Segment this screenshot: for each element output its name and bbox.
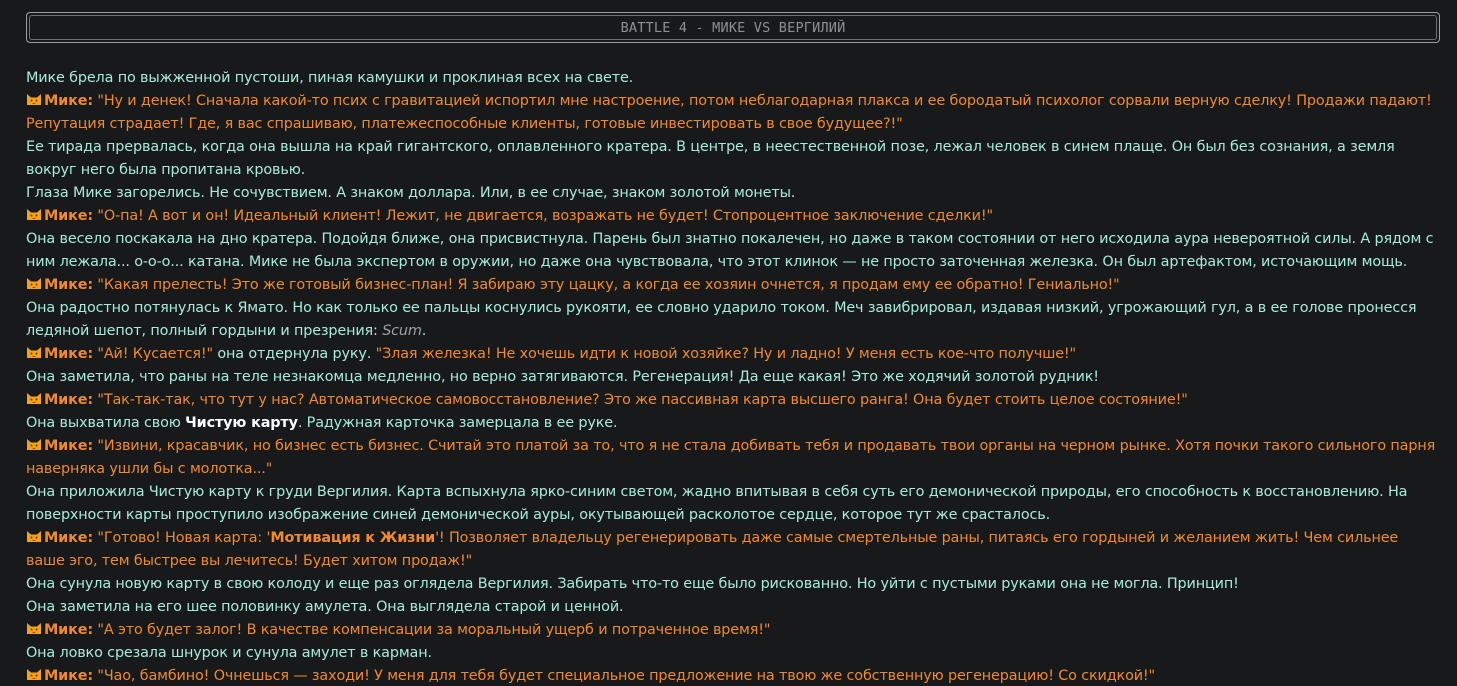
- speech-line: [26, 435, 1440, 481]
- narration-line: Она заметила, что раны на теле незнакомца медленно, но верно затягиваются. Регенерация! Да еще какая! Это же ходячий золотой рудник!: [26, 369, 1099, 385]
- speaker-label: Мике:: [44, 530, 93, 546]
- card-name: Чистую карту: [185, 415, 298, 431]
- speech-text: "Чао, бамбино! Очнешься — заходи! У меня для тебя будет специальное предложение на твою же собственную регенерацию! Со скидкой!": [97, 668, 1156, 684]
- speaker-label: Мике:: [44, 93, 93, 109]
- narration-text: .: [421, 323, 427, 339]
- speech-line: [26, 389, 1440, 412]
- speaker-label: Мике:: [44, 668, 93, 684]
- speech-text: '! Позволяет владельцу регенерировать даже самые смертельные раны, питаясь его гордыней и желанием жить! Чем сильнее ваше эго, тем быстрее вы лечитесь! Будет хитом продаж!": [26, 530, 1399, 569]
- narration-text: Она выхватила свою: [26, 415, 186, 431]
- narration-line: [26, 297, 1440, 343]
- speech-text: "Какая прелесть! Это же готовый бизнес-план! Я забираю эту цацку, а когда ее хозяин очнется, я продам ему ее обратно! Гениально!": [97, 277, 1120, 293]
- speaker-label: Мике:: [44, 208, 93, 224]
- speech-line: [26, 274, 1440, 297]
- narration-text: она отдернула руку.: [212, 346, 376, 362]
- speaker-label: Мике:: [44, 438, 93, 454]
- narration-line: Она весело поскакала на дно кратера. Подойдя ближе, она присвистнула. Парень был знатно покалечен, но даже в таком состоянии от него исходила аура невероятной силы. А рядом с ним лежала... о-о-о... катана. Мике не была экспертом в оружии, но даже она чувствовала, что этот клинок — не просто заточенная железка. Он был артефактом, источающим мощь.: [26, 231, 1434, 270]
- cat-face-icon: [26, 91, 42, 104]
- cat-face-icon: [26, 206, 42, 219]
- speaker-label: Мике:: [44, 622, 93, 638]
- speech-line: [26, 90, 1440, 136]
- speech-line: [26, 205, 1440, 228]
- speech-text: "Извини, красавчик, но бизнес есть бизнес. Считай это платой за то, что я не стала добивать тебя и продавать твои органы на черном рынке. Хотя почки такого сильного парня наверняка ушли бы с молотка...": [26, 438, 1436, 477]
- whisper-text: Scum: [382, 323, 422, 339]
- card-name: Мотивация к Жизни: [270, 530, 436, 546]
- speech-line: [26, 343, 1440, 366]
- narration-line: Мике брела по выжженной пустоши, пиная камушки и проклиная всех на свете.: [26, 70, 634, 86]
- narration-line: Ее тирада прервалась, когда она вышла на край гигантского, оплавленного кратера. В центре, в неестественной позе, лежал человек в синем плаще. Он был без сознания, а земля вокруг него была пропитана кровью.: [26, 139, 1395, 178]
- cat-face-icon: [26, 436, 42, 449]
- narration-line: Она сунула новую карту в свою колоду и еще раз оглядела Вергилия. Забирать что-то еще было рискованно. Но уйти с пустыми руками она не могла. Принцип!: [26, 576, 1239, 592]
- speaker-label: Мике:: [44, 346, 93, 362]
- cat-face-icon: [26, 390, 42, 403]
- story-body: [26, 67, 1440, 686]
- cat-face-icon: [26, 344, 42, 357]
- battle-title: BATTLE 4 - МИКЕ VS ВЕРГИЛИЙ: [29, 15, 1437, 40]
- cat-face-icon: [26, 275, 42, 288]
- speech-text: "Ай! Кусается!": [97, 346, 213, 362]
- narration-line: Она приложила Чистую карту к груди Вергилия. Карта вспыхнула ярко-синим светом, жадно впитывая в себя суть его демонической природы, его способность к восстановлению. На поверхности карты проступило изображение синей демонической ауры, окутывающей расколотое сердце, которое тут же срасталось.: [26, 484, 1408, 523]
- speech-line: [26, 619, 1440, 642]
- cat-face-icon: [26, 620, 42, 633]
- cat-face-icon: [26, 666, 42, 679]
- narration-line: [26, 412, 1440, 435]
- speech-text: "Так-так-так, что тут у нас? Автоматическое самовосстановление? Это же пассивная карта высшего ранга! Она будет стоить целое состояние!": [97, 392, 1188, 408]
- narration-text: . Радужная карточка замерцала в ее руке.: [297, 415, 618, 431]
- narration-text: Она радостно потянулась к Ямато. Но как только ее пальцы коснулись рукояти, ее словно ударило током. Меч завибрировал, издавая низкий, угрожающий гул, а в ее голове пронесся ледяной шепот, полный гордыни и презрения:: [26, 300, 1417, 339]
- speaker-label: Мике:: [44, 392, 93, 408]
- speech-text: "Злая железка! Не хочешь идти к новой хозяйке? Ну и ладно! У меня есть кое-что получше!": [375, 346, 1077, 362]
- speech-text: "А это будет залог! В качестве компенсации за моральный ущерб и потраченное время!": [97, 622, 771, 638]
- battle-title-box: [26, 12, 1440, 43]
- speech-text: "Ну и денек! Сначала какой-то псих с гравитацией испортил мне настроение, потом неблагодарная плакса и ее бородатый психолог сорвали верную сделку! Продажи падают! Репутация страдает! Где, я вас спрашиваю, платежеспособные клиенты, готовые инвестировать в свое будущее?!": [26, 93, 1432, 132]
- speech-line: [26, 527, 1440, 573]
- narration-line: Глаза Мике загорелись. Не сочувствием. А знаком доллара. Или, в ее случае, знаком золотой монеты.: [26, 185, 796, 201]
- narration-line: Она заметила на его шее половинку амулета. Она выглядела старой и ценной.: [26, 599, 624, 615]
- narration-line: Она ловко срезала шнурок и сунула амулет в карман.: [26, 645, 432, 661]
- speaker-label: Мике:: [44, 277, 93, 293]
- speech-text: "О-па! А вот и он! Идеальный клиент! Лежит, не двигается, возражать не будет! Стопроцентное заключение сделки!": [97, 208, 993, 224]
- cat-face-icon: [26, 528, 42, 541]
- speech-line: [26, 665, 1440, 686]
- speech-text: "Готово! Новая карта: ': [97, 530, 271, 546]
